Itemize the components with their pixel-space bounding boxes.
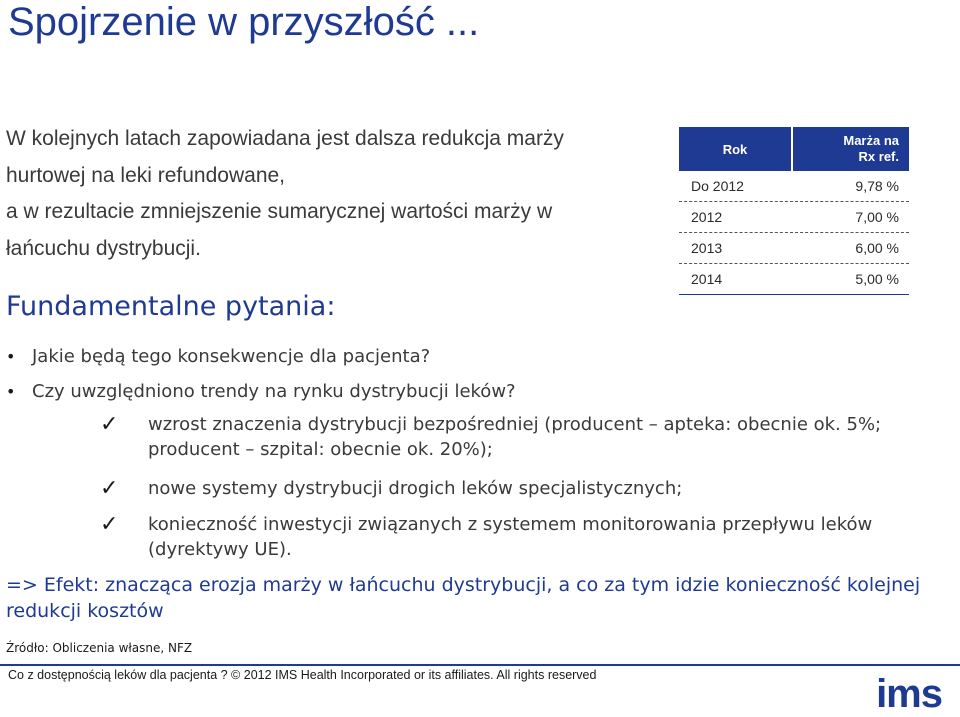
question-list [6, 339, 516, 409]
row-year: 2012 [691, 209, 723, 225]
intro-line: a w rezultacie zmniejszenie sumarycznej wartości marży w [6, 200, 553, 223]
source-note: Źródło: Obliczenia własne, NFZ [6, 641, 193, 655]
checkmark-icon: ✓ [100, 476, 119, 501]
table-row [679, 264, 909, 295]
checkmark-icon: ✓ [100, 512, 119, 537]
trend-text: nowe systemy dystrybucji drogich leków specjalistycznych; [148, 478, 683, 499]
row-year: Do 2012 [691, 178, 744, 194]
intro-line: łańcuchu dystrybucji. [6, 236, 201, 260]
footer-copyright: Co z dostępnością leków dla pacjenta ? © 2012 IMS Health Incorporated or its affiliates. All rights reserved [8, 668, 597, 682]
checkmark-icon: ✓ [100, 412, 119, 437]
list-item [6, 339, 516, 374]
list-item [100, 412, 960, 476]
intro-paragraph [6, 124, 646, 270]
intro-line: hurtowej na leki refundowane, [6, 163, 286, 187]
slide-title: Spojrzenie w przyszłość ... [8, 0, 480, 44]
ims-logo: ims [876, 672, 942, 716]
effect-conclusion: => Efekt: znacząca erozja marży w łańcuchu dystrybucji, a co za tym idzie konieczność kolejnej redukcji kosztów [6, 574, 921, 622]
row-year: 2013 [691, 240, 723, 256]
table-row [679, 171, 909, 202]
bullet-icon: • [6, 347, 16, 366]
trend-text: konieczność inwestycji związanych z systemem monitorowania przepływu leków (dyrektywy UE). [148, 514, 873, 560]
table-row [679, 202, 909, 233]
table-row [679, 233, 909, 264]
question-text: Czy uwzględniono trendy na rynku dystrybucji leków? [32, 381, 516, 402]
row-year: 2014 [691, 271, 723, 287]
header-margin [793, 127, 909, 171]
header-margin-line2: Rx ref. [858, 149, 899, 164]
list-item [100, 476, 960, 512]
header-year: Rok [722, 141, 748, 157]
bullet-icon: • [6, 382, 16, 401]
section-heading: Fundamentalne pytania: [6, 291, 336, 322]
table-header [679, 127, 909, 171]
trend-text: wzrost znaczenia dystrybucji bezpośredniej (producent – apteka: obecnie ok. 5%; producent – szpital: obecnie ok. 20%); [148, 414, 882, 460]
header-margin-line1: Marża na [843, 133, 899, 148]
list-item [6, 374, 516, 409]
row-margin: 7,00 % [855, 209, 899, 225]
question-text: Jakie będą tego konsekwencje dla pacjenta? [32, 346, 431, 367]
footer-divider [0, 664, 960, 666]
row-margin: 9,78 % [855, 178, 899, 194]
row-margin: 5,00 % [855, 271, 899, 287]
row-margin: 6,00 % [855, 240, 899, 256]
intro-line: W kolejnych latach zapowiadana jest dalsza redukcja marży [6, 127, 564, 150]
list-item [100, 512, 960, 562]
trend-list [100, 412, 960, 562]
margin-table [679, 127, 909, 295]
